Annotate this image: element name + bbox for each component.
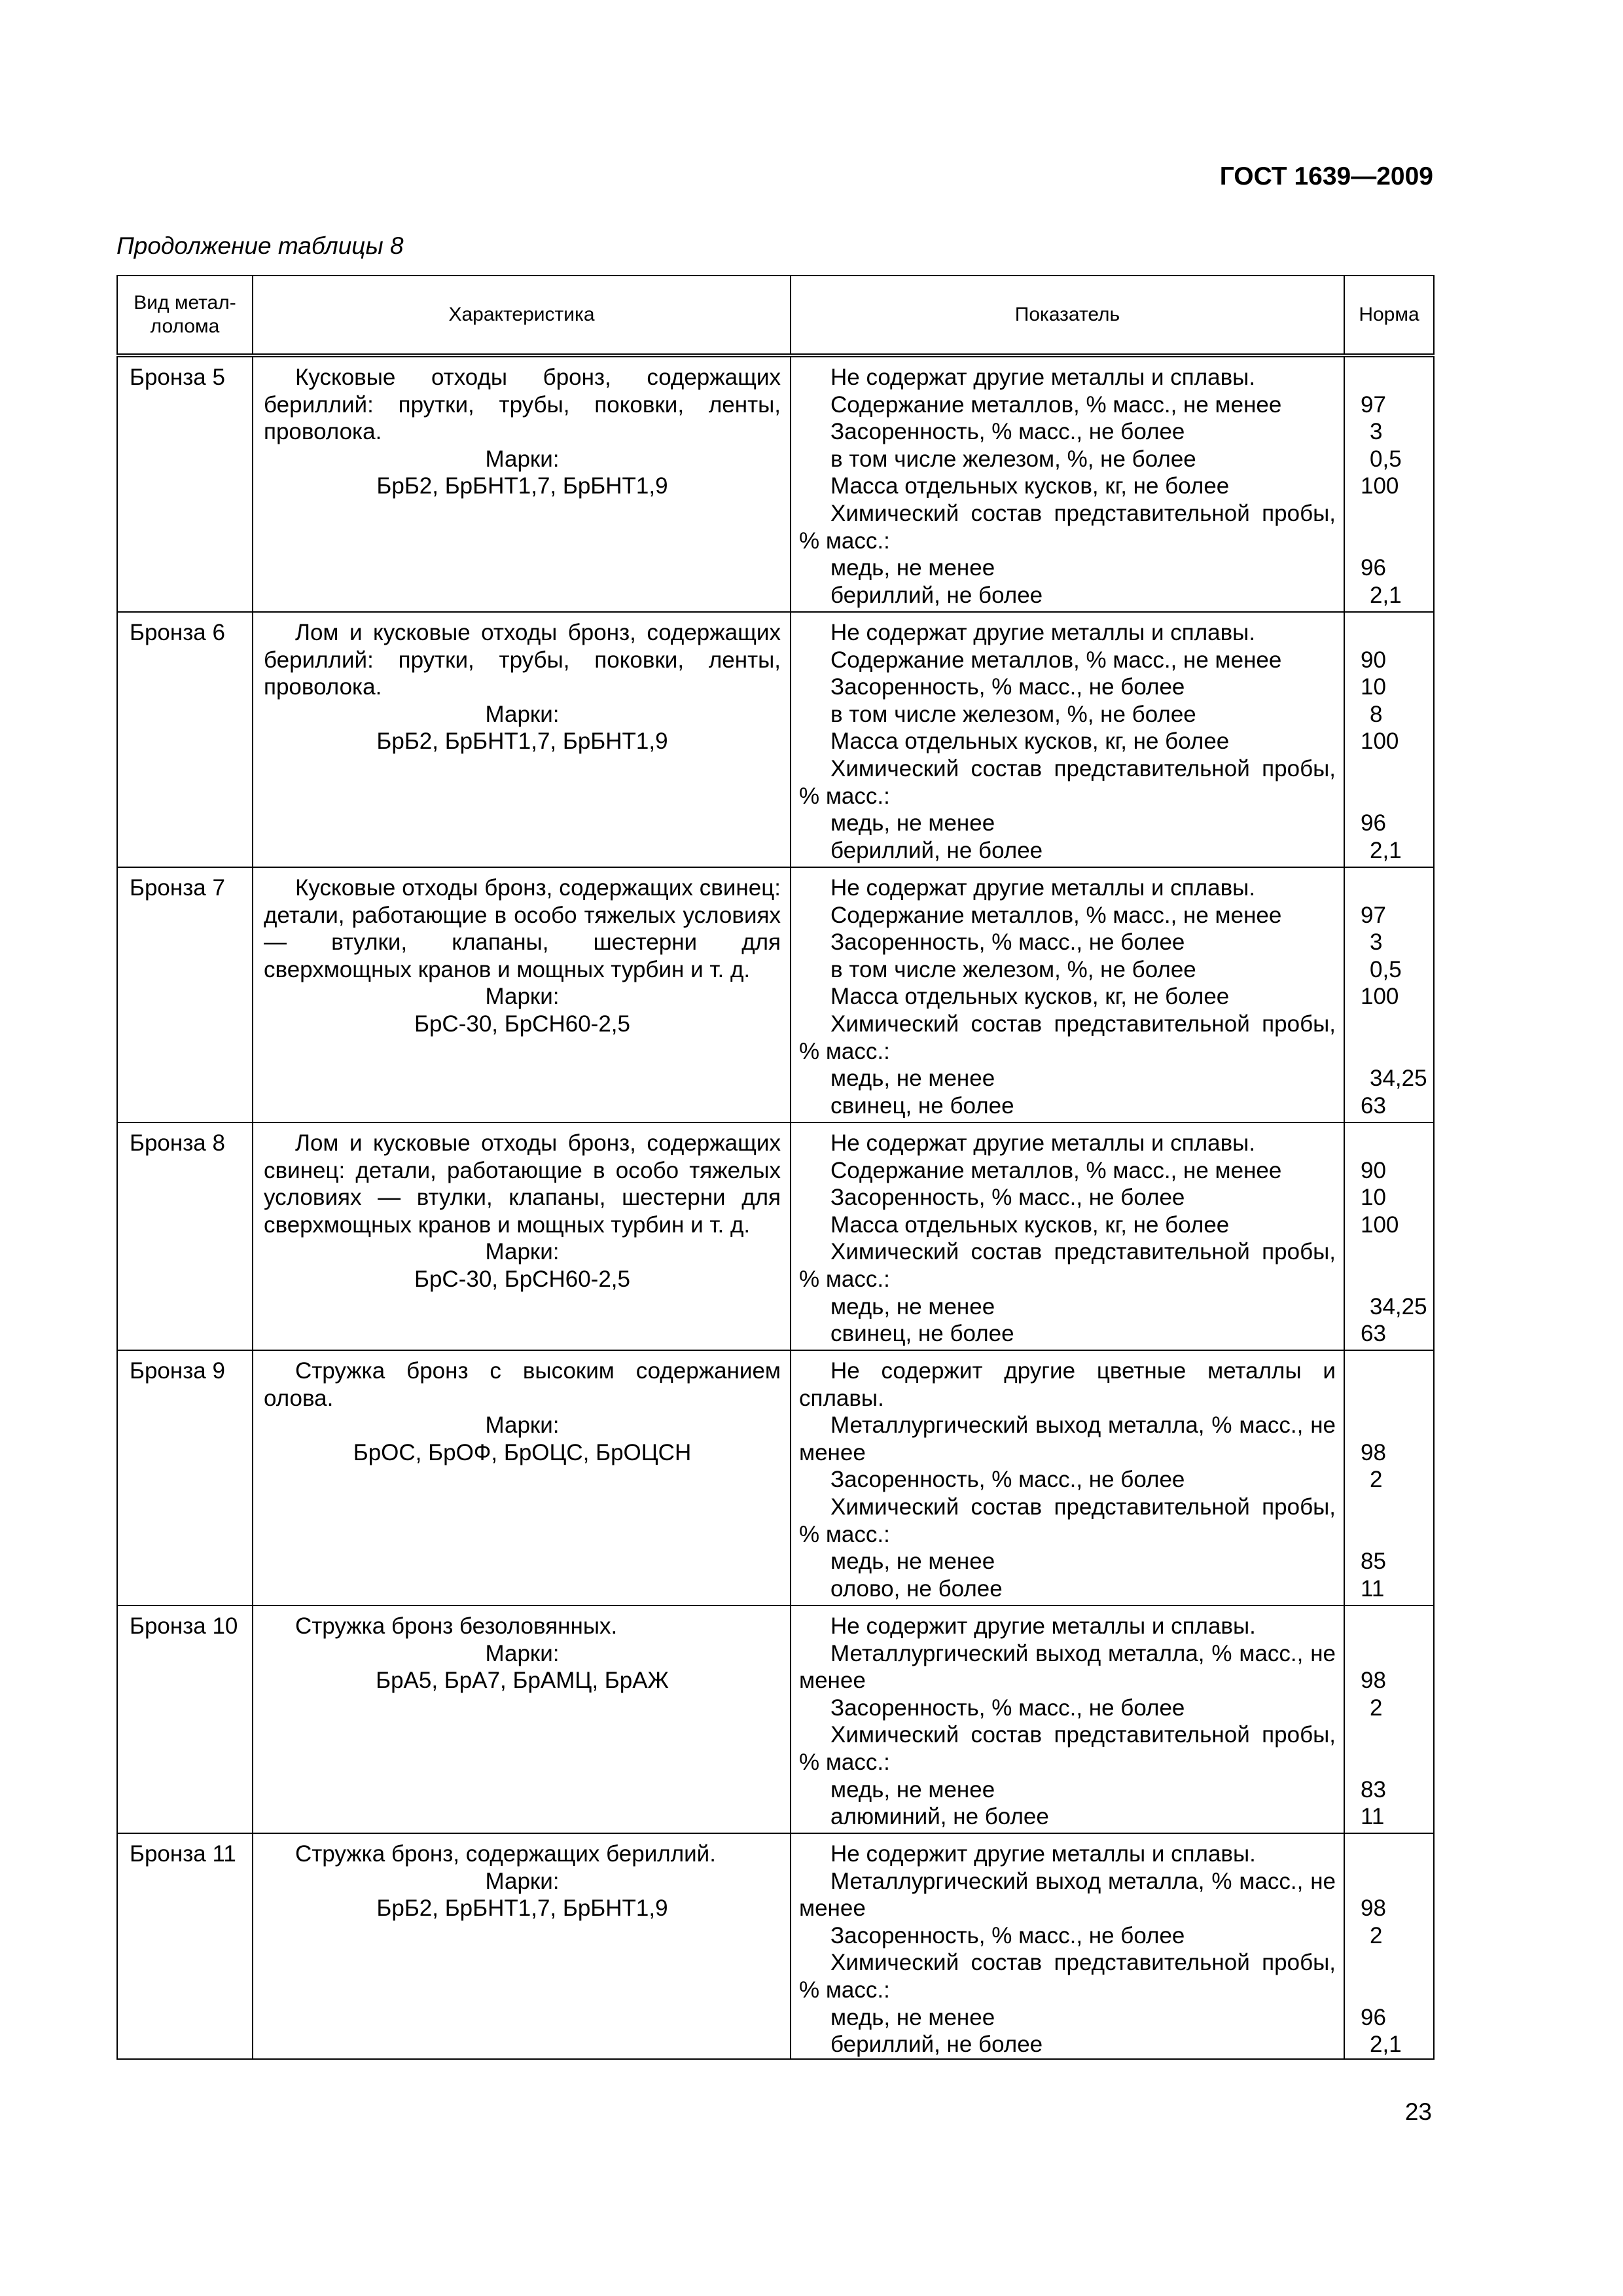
table-row bbox=[117, 1350, 1434, 1605]
indicator-line: Не содержат другие металлы и сплавы. bbox=[830, 1130, 1256, 1156]
norm-value: 100 bbox=[1361, 473, 1399, 499]
indicator-line: свинец, не более bbox=[830, 1321, 1014, 1347]
characteristic-text: Кусковые отходы бронз, содержащих свинец: детали, работающие в особо тяжелых условиях — втулки, клапаны, шестерни для сверхмощных кранов и мощных турбин и т. д. bbox=[264, 875, 781, 982]
table-row bbox=[117, 612, 1434, 867]
column-header-characteristic: Характеристика bbox=[253, 276, 791, 355]
norm-cell bbox=[1344, 867, 1434, 1122]
norm-value: 2,1 bbox=[1370, 582, 1402, 608]
characteristic-text: Лом и кусковые отходы бронз, содержащих бериллий: прутки, трубы, поковки, ленты, проволока. bbox=[264, 620, 781, 700]
indicator-line: олово, не более bbox=[830, 1575, 1003, 1602]
norm-value bbox=[1361, 500, 1428, 528]
norm-value: 2 bbox=[1370, 1922, 1383, 1948]
indicator-line: Не содержит другие металлы и сплавы. bbox=[830, 1841, 1256, 1867]
page-number: 23 bbox=[1404, 2098, 1432, 2125]
indicator-line: Металлургический выход металла, % масс., не менее bbox=[799, 1640, 1336, 1694]
characteristic-text: Кусковые отходы бронз, содержащих бериллий: прутки, трубы, поковки, ленты, проволока. bbox=[264, 365, 781, 445]
table-header-row bbox=[117, 276, 1434, 355]
indicator-line: Масса отдельных кусков, кг, не более bbox=[830, 728, 1230, 755]
norm-value: 10 bbox=[1361, 1185, 1386, 1211]
characteristic-cell bbox=[253, 867, 791, 1122]
norm-value bbox=[1361, 1721, 1428, 1749]
indicator-line: Масса отдельных кусков, кг, не более bbox=[830, 1211, 1230, 1238]
norm-value bbox=[1361, 1868, 1428, 1895]
indicator-line: Не содержат другие металлы и сплавы. bbox=[830, 365, 1256, 390]
norm-value bbox=[1361, 1357, 1428, 1385]
norm-value: 96 bbox=[1361, 2004, 1386, 2030]
indicator-line: медь, не менее bbox=[830, 1066, 995, 1092]
table-row bbox=[117, 1833, 1434, 2059]
indicator-line: Засоренность, % масс., не более bbox=[830, 674, 1185, 700]
norm-value bbox=[1361, 1412, 1428, 1439]
norm-value: 63 bbox=[1361, 1092, 1386, 1119]
norm-value: 34,25 bbox=[1370, 1066, 1427, 1092]
indicator-line: медь, не менее bbox=[830, 810, 995, 836]
indicator-line: медь, не менее bbox=[830, 555, 995, 581]
norm-value bbox=[1361, 364, 1428, 391]
marks-list: БрС-30, БрСН60-2,5 bbox=[414, 1011, 630, 1037]
indicator-cell bbox=[791, 355, 1344, 612]
norm-value: 10 bbox=[1361, 674, 1386, 700]
indicator-line: Содержание металлов, % масс., не менее bbox=[830, 647, 1282, 673]
marks-list: БрБ2, БрБНТ1,7, БрБНТ1,9 bbox=[376, 1895, 668, 1922]
marks-label: Марки: bbox=[485, 446, 560, 472]
norm-value bbox=[1361, 1613, 1428, 1640]
norm-value: 3 bbox=[1370, 419, 1383, 445]
indicator-line: медь, не менее bbox=[830, 2004, 995, 2030]
indicator-line: алюминий, не более bbox=[830, 1804, 1049, 1830]
norm-value: 90 bbox=[1361, 647, 1386, 673]
indicator-line: медь, не менее bbox=[830, 1293, 995, 1319]
indicator-line: Химический состав представительной пробы, % масс.: bbox=[799, 500, 1336, 554]
marks-list: БрОС, БрОФ, БрОЦС, БрОЦСН bbox=[353, 1439, 692, 1465]
scrap-type: Бронза 8 bbox=[117, 1122, 253, 1350]
norm-value bbox=[1361, 1038, 1428, 1066]
indicator-line: Металлургический выход металла, % масс., не менее bbox=[799, 1868, 1336, 1922]
marks-list: БрС-30, БрСН60-2,5 bbox=[414, 1266, 630, 1292]
indicator-line: Содержание металлов, % масс., не менее bbox=[830, 902, 1282, 928]
norm-value: 2 bbox=[1370, 1467, 1383, 1493]
indicator-line: медь, не менее bbox=[830, 1776, 995, 1803]
requirements-table bbox=[116, 275, 1435, 2060]
scrap-type: Бронза 5 bbox=[117, 355, 253, 612]
norm-value: 100 bbox=[1361, 984, 1399, 1010]
indicator-cell bbox=[791, 1605, 1344, 1833]
table-row bbox=[117, 1122, 1434, 1350]
indicator-cell bbox=[791, 1350, 1344, 1605]
table-row bbox=[117, 1605, 1434, 1833]
norm-value: 96 bbox=[1361, 555, 1386, 581]
column-header-indicator: Показатель bbox=[791, 276, 1344, 355]
marks-label: Марки: bbox=[485, 1640, 560, 1666]
characteristic-cell bbox=[253, 1350, 791, 1605]
norm-value bbox=[1361, 619, 1428, 647]
indicator-line: Химический состав представительной пробы, % масс.: bbox=[799, 1239, 1336, 1292]
indicator-line: Содержание металлов, % масс., не менее bbox=[830, 391, 1282, 418]
norm-value: 100 bbox=[1361, 728, 1399, 755]
norm-value: 100 bbox=[1361, 1211, 1399, 1238]
norm-value bbox=[1361, 755, 1428, 783]
marks-label: Марки: bbox=[485, 1239, 560, 1265]
norm-value bbox=[1361, 1521, 1428, 1549]
indicator-line: Химический состав представительной пробы, % масс.: bbox=[799, 1494, 1336, 1547]
indicator-line: Химический состав представительной пробы, % масс.: bbox=[799, 1950, 1336, 2003]
column-header-type: Вид метал- лолома bbox=[117, 276, 253, 355]
marks-label: Марки: bbox=[485, 1412, 560, 1439]
characteristic-text: Стружка бронз с высоким содержанием олова. bbox=[264, 1358, 781, 1411]
indicator-line: Засоренность, % масс., не более bbox=[830, 1695, 1185, 1721]
norm-value bbox=[1361, 1130, 1428, 1157]
norm-value: 63 bbox=[1361, 1321, 1386, 1347]
marks-list: БрА5, БрА7, БрАМЦ, БрАЖ bbox=[376, 1668, 669, 1694]
indicator-line: Не содержит другие цветные металлы и сплавы. bbox=[799, 1358, 1336, 1411]
indicator-cell bbox=[791, 1122, 1344, 1350]
marks-label: Марки: bbox=[485, 701, 560, 727]
characteristic-text: Лом и кусковые отходы бронз, содержащих свинец: детали, работающие в особо тяжелых условиях — втулки, клапаны, шестерни для сверхмощных кранов и мощных турбин и т. д. bbox=[264, 1130, 781, 1238]
indicator-line: Содержание металлов, % масс., не менее bbox=[830, 1157, 1282, 1183]
indicator-line: Засоренность, % масс., не более bbox=[830, 1185, 1185, 1211]
characteristic-cell bbox=[253, 355, 791, 612]
indicator-line: бериллий, не более bbox=[830, 2032, 1043, 2058]
norm-value: 3 bbox=[1370, 929, 1383, 956]
norm-value: 90 bbox=[1361, 1157, 1386, 1183]
scrap-type: Бронза 11 bbox=[117, 1833, 253, 2059]
indicator-line: в том числе железом, %, не более bbox=[830, 956, 1196, 982]
norm-value bbox=[1361, 1266, 1428, 1293]
marks-label: Марки: bbox=[485, 984, 560, 1010]
indicator-cell bbox=[791, 1833, 1344, 2059]
standard-designation: ГОСТ 1639—2009 bbox=[1219, 162, 1433, 190]
norm-value: 97 bbox=[1361, 391, 1386, 418]
scrap-type: Бронза 6 bbox=[117, 612, 253, 867]
indicator-line: Засоренность, % масс., не более bbox=[830, 929, 1185, 956]
norm-value bbox=[1361, 1840, 1428, 1868]
marks-list: БрБ2, БрБНТ1,7, БрБНТ1,9 bbox=[376, 728, 668, 755]
indicator-line: Химический состав представительной пробы, % масс.: bbox=[799, 1011, 1336, 1064]
table-caption: Продолжение таблицы 8 bbox=[116, 232, 404, 259]
indicator-line: Химический состав представительной пробы, % масс.: bbox=[799, 1722, 1336, 1775]
norm-value bbox=[1361, 1640, 1428, 1668]
characteristic-cell bbox=[253, 1122, 791, 1350]
norm-value: 0,5 bbox=[1370, 956, 1402, 982]
indicator-line: Химический состав представительной пробы, % масс.: bbox=[799, 755, 1336, 809]
indicator-line: Не содержат другие металлы и сплавы. bbox=[830, 620, 1256, 645]
norm-value: 2,1 bbox=[1370, 837, 1402, 863]
indicator-line: бериллий, не более bbox=[830, 837, 1043, 863]
indicator-cell bbox=[791, 612, 1344, 867]
table-row bbox=[117, 355, 1434, 612]
norm-value: 97 bbox=[1361, 902, 1386, 928]
indicator-line: Масса отдельных кусков, кг, не более bbox=[830, 984, 1230, 1010]
norm-cell bbox=[1344, 1833, 1434, 2059]
norm-cell bbox=[1344, 612, 1434, 867]
indicator-cell bbox=[791, 867, 1344, 1122]
indicator-line: медь, не менее bbox=[830, 1549, 995, 1575]
characteristic-cell bbox=[253, 1833, 791, 2059]
scrap-type: Бронза 10 bbox=[117, 1605, 253, 1833]
norm-value: 11 bbox=[1361, 1575, 1385, 1602]
norm-value: 85 bbox=[1361, 1549, 1386, 1575]
indicator-line: в том числе железом, %, не более bbox=[830, 446, 1196, 472]
norm-value bbox=[1361, 528, 1428, 555]
marks-list: БрБ2, БрБНТ1,7, БрБНТ1,9 bbox=[376, 473, 668, 499]
indicator-line: Засоренность, % масс., не более bbox=[830, 1922, 1185, 1948]
scrap-type: Бронза 7 bbox=[117, 867, 253, 1122]
norm-value: 96 bbox=[1361, 810, 1386, 836]
indicator-line: свинец, не более bbox=[830, 1092, 1014, 1119]
norm-value bbox=[1361, 874, 1428, 902]
indicator-line: Засоренность, % масс., не более bbox=[830, 1467, 1185, 1493]
indicator-line: Масса отдельных кусков, кг, не более bbox=[830, 473, 1230, 499]
norm-cell bbox=[1344, 1605, 1434, 1833]
norm-value bbox=[1361, 1011, 1428, 1038]
norm-value: 34,25 bbox=[1370, 1293, 1427, 1319]
norm-cell bbox=[1344, 355, 1434, 612]
norm-cell bbox=[1344, 1122, 1434, 1350]
characteristic-text: Стружка бронз безоловянных. bbox=[295, 1613, 618, 1639]
norm-value: 11 bbox=[1361, 1804, 1385, 1830]
characteristic-cell bbox=[253, 1605, 791, 1833]
marks-label: Марки: bbox=[485, 1868, 560, 1894]
norm-value bbox=[1361, 1385, 1428, 1412]
table-row bbox=[117, 867, 1434, 1122]
norm-value: 8 bbox=[1370, 701, 1383, 727]
norm-value: 98 bbox=[1361, 1439, 1386, 1465]
column-header-norm: Норма bbox=[1344, 276, 1434, 355]
norm-value bbox=[1361, 1238, 1428, 1266]
norm-value: 98 bbox=[1361, 1895, 1386, 1922]
norm-value bbox=[1361, 1977, 1428, 2004]
norm-value bbox=[1361, 1949, 1428, 1977]
norm-cell bbox=[1344, 1350, 1434, 1605]
scrap-type: Бронза 9 bbox=[117, 1350, 253, 1605]
indicator-line: бериллий, не более bbox=[830, 582, 1043, 608]
indicator-line: Не содержат другие металлы и сплавы. bbox=[830, 875, 1256, 901]
characteristic-text: Стружка бронз, содержащих бериллий. bbox=[295, 1841, 716, 1867]
norm-value bbox=[1361, 783, 1428, 810]
norm-value: 0,5 bbox=[1370, 446, 1402, 472]
norm-value: 2 bbox=[1370, 1695, 1383, 1721]
norm-value bbox=[1361, 1494, 1428, 1521]
characteristic-cell bbox=[253, 612, 791, 867]
indicator-line: Не содержит другие металлы и сплавы. bbox=[830, 1613, 1256, 1639]
indicator-line: Металлургический выход металла, % масс., не менее bbox=[799, 1412, 1336, 1465]
indicator-line: Засоренность, % масс., не более bbox=[830, 419, 1185, 445]
indicator-line: в том числе железом, %, не более bbox=[830, 701, 1196, 727]
norm-value: 2,1 bbox=[1370, 2032, 1402, 2058]
norm-value: 98 bbox=[1361, 1668, 1386, 1694]
norm-value: 83 bbox=[1361, 1776, 1386, 1803]
norm-value bbox=[1361, 1749, 1428, 1776]
